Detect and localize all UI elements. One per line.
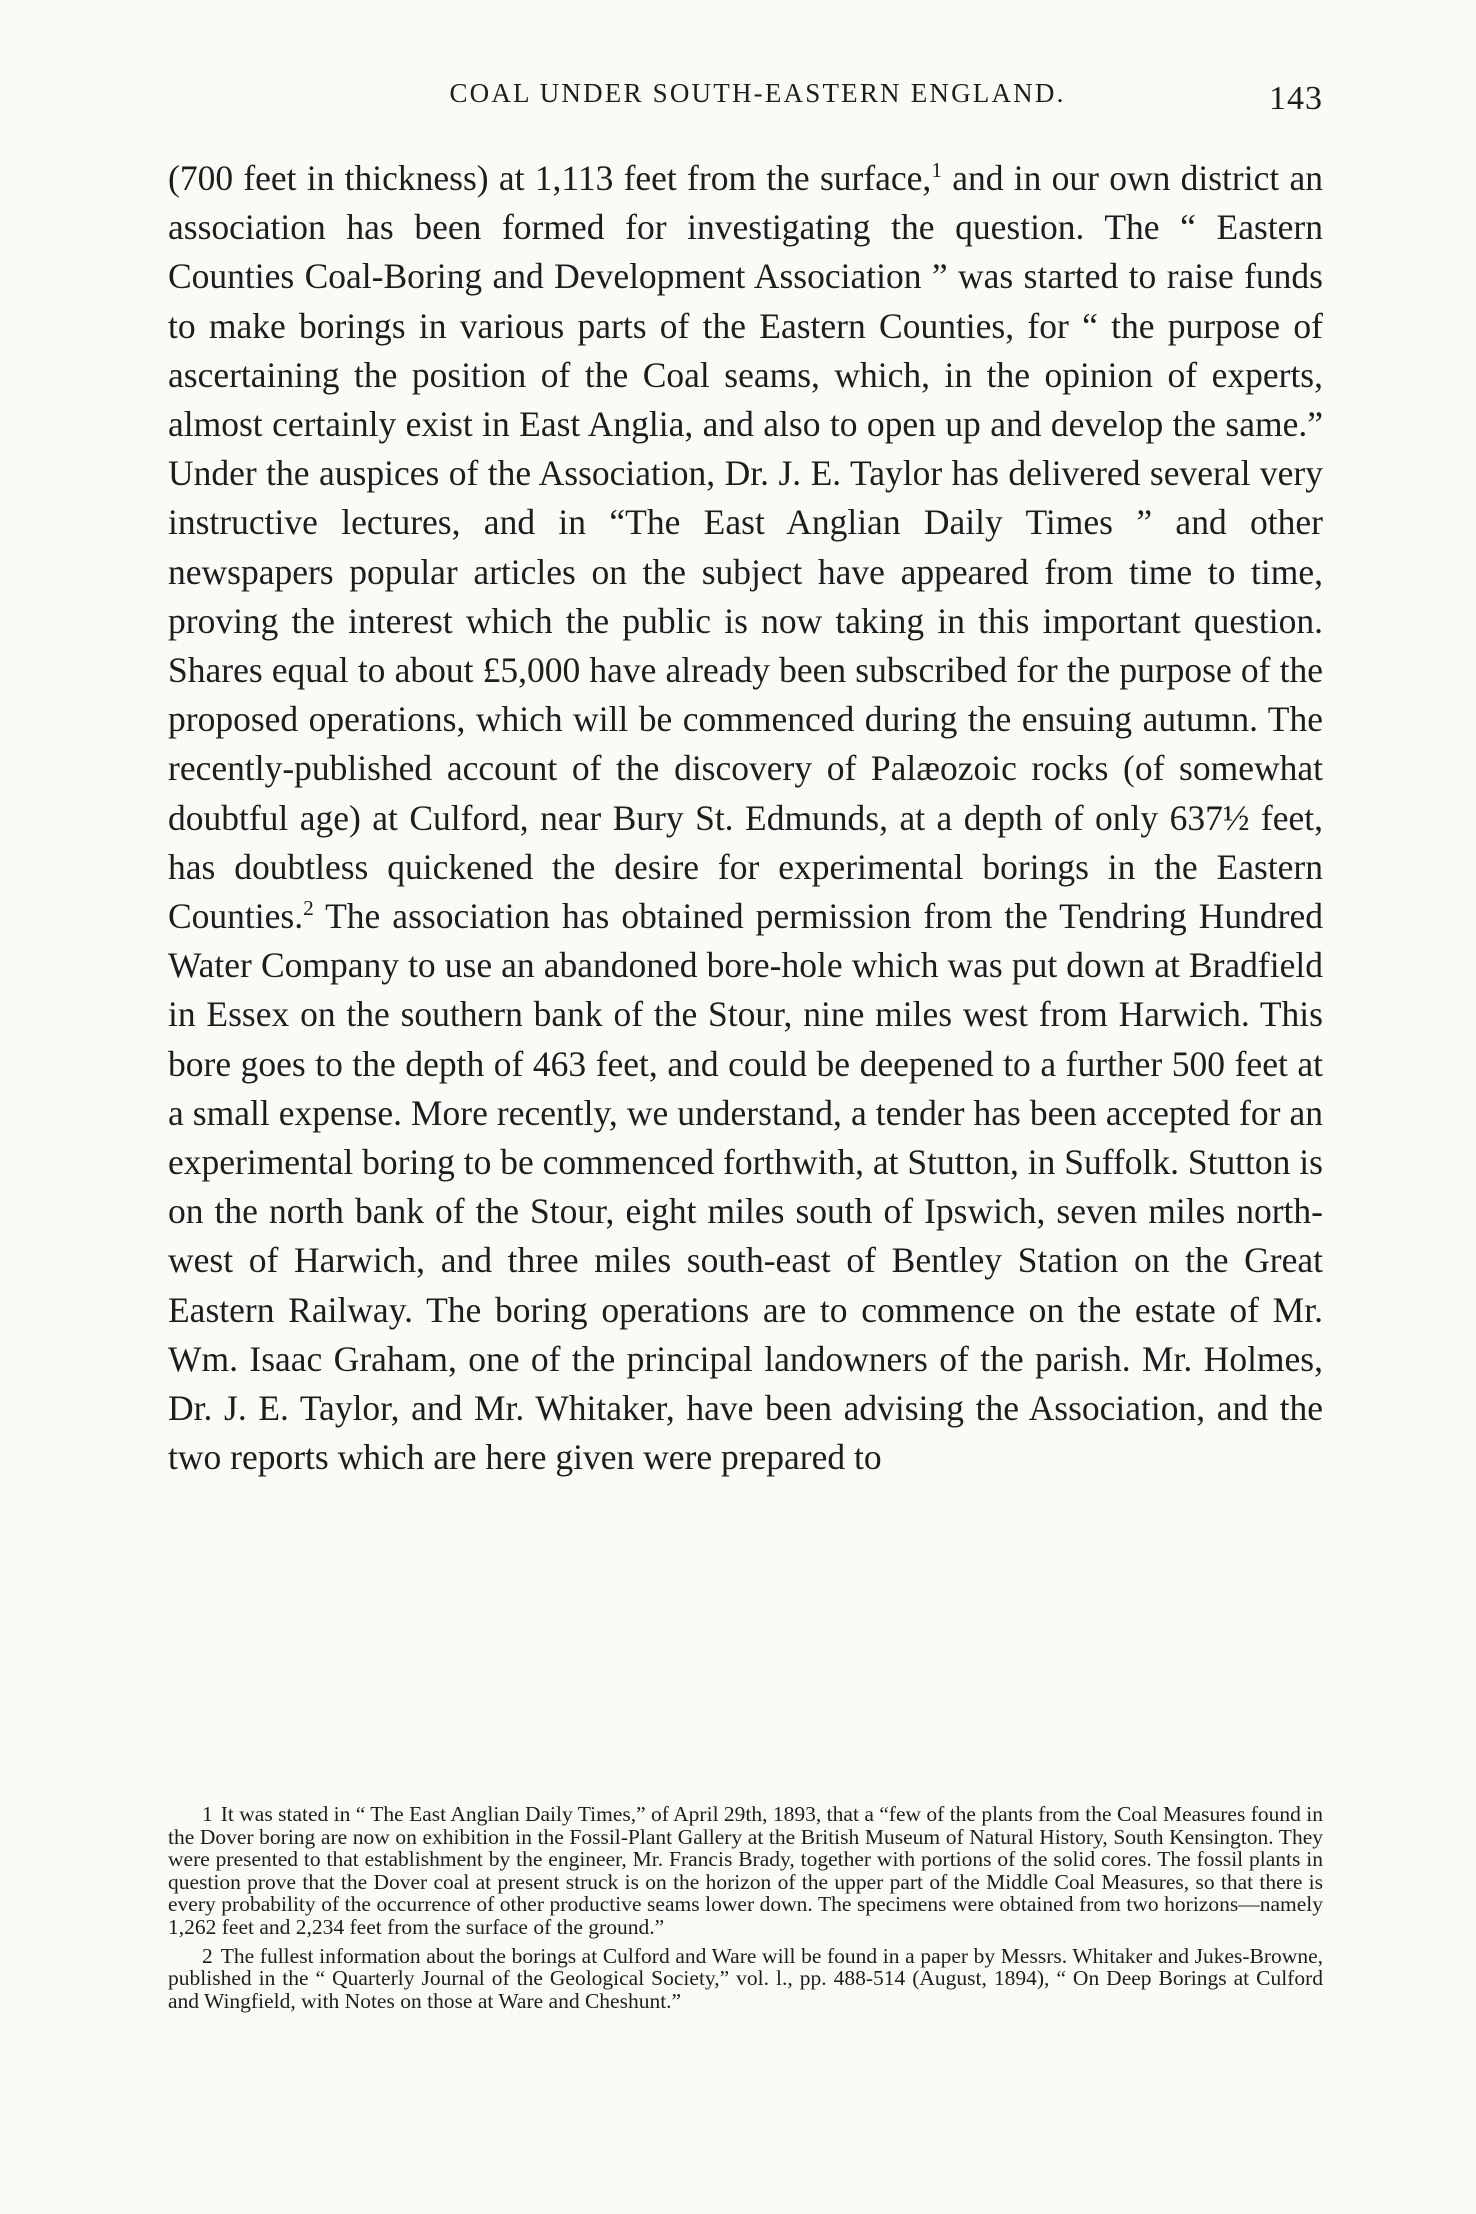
running-head bbox=[168, 78, 1323, 128]
page-number: 143 bbox=[1269, 80, 1323, 117]
footnote-reference: 1 bbox=[931, 158, 942, 183]
footnotes bbox=[168, 1803, 1323, 2018]
footnote-marker: 1 bbox=[202, 1802, 213, 1826]
running-title: COAL UNDER SOUTH-EASTERN ENGLAND. bbox=[449, 78, 1066, 108]
body-text-part: and in our own district an association has been formed for investigating the question. The “ Eastern Counties Coal-Boring and Development Association ” was started to raise funds to make borings in various parts of the Eastern Counties, for “ the purpose of ascertaining the position of the Coal seams, which, in the opinion of experts, almost certainly exist in East Anglia, and also to open up and develop the same.” Under the auspices of the Association, Dr. J. E. Taylor has delivered several very instructive lectures, and in “The East Anglian Daily Times ” and other newspapers popular articles on the subject have appeared from time to time, proving the interest which the public is now taking in this important question. Shares equal to about £5,000 have already been subscribed for the purpose of the proposed operations, which will be commenced during the ensuing autumn. The recently-published account of the discovery of Palæozoic rocks (of somewhat doubtful age) at Culford, near Bury St. Edmunds, at a depth of only 637½ feet, has doubtless quickened the desire for experimental borings in the Eastern Counties. bbox=[168, 158, 1323, 937]
body-paragraph bbox=[168, 154, 1323, 1482]
footnote-marker: 2 bbox=[202, 1943, 213, 1968]
footnote-reference: 2 bbox=[303, 896, 314, 921]
footnote bbox=[168, 1945, 1323, 2013]
body-text-part: The association has obtained permission from the Tendring Hundred Water Company to use an abandoned bore-hole which was put down at Bradfield in Essex on the southern bank of the Stour, nine miles west from Harwich. This bore goes to the depth of 463 feet, and could be deepened to a further 500 feet at a small expense. More recently, we understand, a tender has been accepted for an experimental boring to be commenced forthwith, at Stutton, in Suffolk. Stutton is on the north bank of the Stour, eight miles south of Ipswich, seven miles north-west of Harwich, and three miles south-east of Bentley Station on the Great Eastern Railway. The boring operations are to commence on the estate of Mr. Wm. Isaac Graham, one of the principal landowners of the parish. Mr. Holmes, Dr. J. E. Taylor, and Mr. Whitaker, have been advising the Association, and the two reports which are here given were prepared to bbox=[168, 896, 1323, 1478]
footnote bbox=[168, 1803, 1323, 1939]
body-text-part: (700 feet in thickness) at 1,113 feet from the surface, bbox=[168, 158, 932, 198]
footnote-text: It was stated in “ The East Anglian Daily Times,” of April 29th, 1893, that a “few of the plants from the Coal Measures found in the Dover boring are now on exhibition in the Fossil-Plant Gallery at the British Museum of Natural History, South Kensington. They were presented to that establishment by the engineer, Mr. Francis Brady, together with portions of the solid cores. The fossil plants in question prove that the Dover coal at present struck is on the horizon of the upper part of the Middle Coal Measures, so that there is every probability of the occurrence of other productive seams lower down. The specimens were obtained from two horizons—namely 1,262 feet and 2,234 feet from the surface of the ground.” bbox=[168, 1802, 1323, 1939]
footnote-text: The fullest information about the borings at Culford and Ware will be found in a paper by Messrs. Whitaker and Jukes-Browne, published in the “ Quarterly Journal of the Geological Society,” vol. l., pp. 488-514 (August, 1894), “ On Deep Borings at Culford and Wingfield, with Notes on those at Ware and Cheshunt.” bbox=[168, 1943, 1323, 2013]
